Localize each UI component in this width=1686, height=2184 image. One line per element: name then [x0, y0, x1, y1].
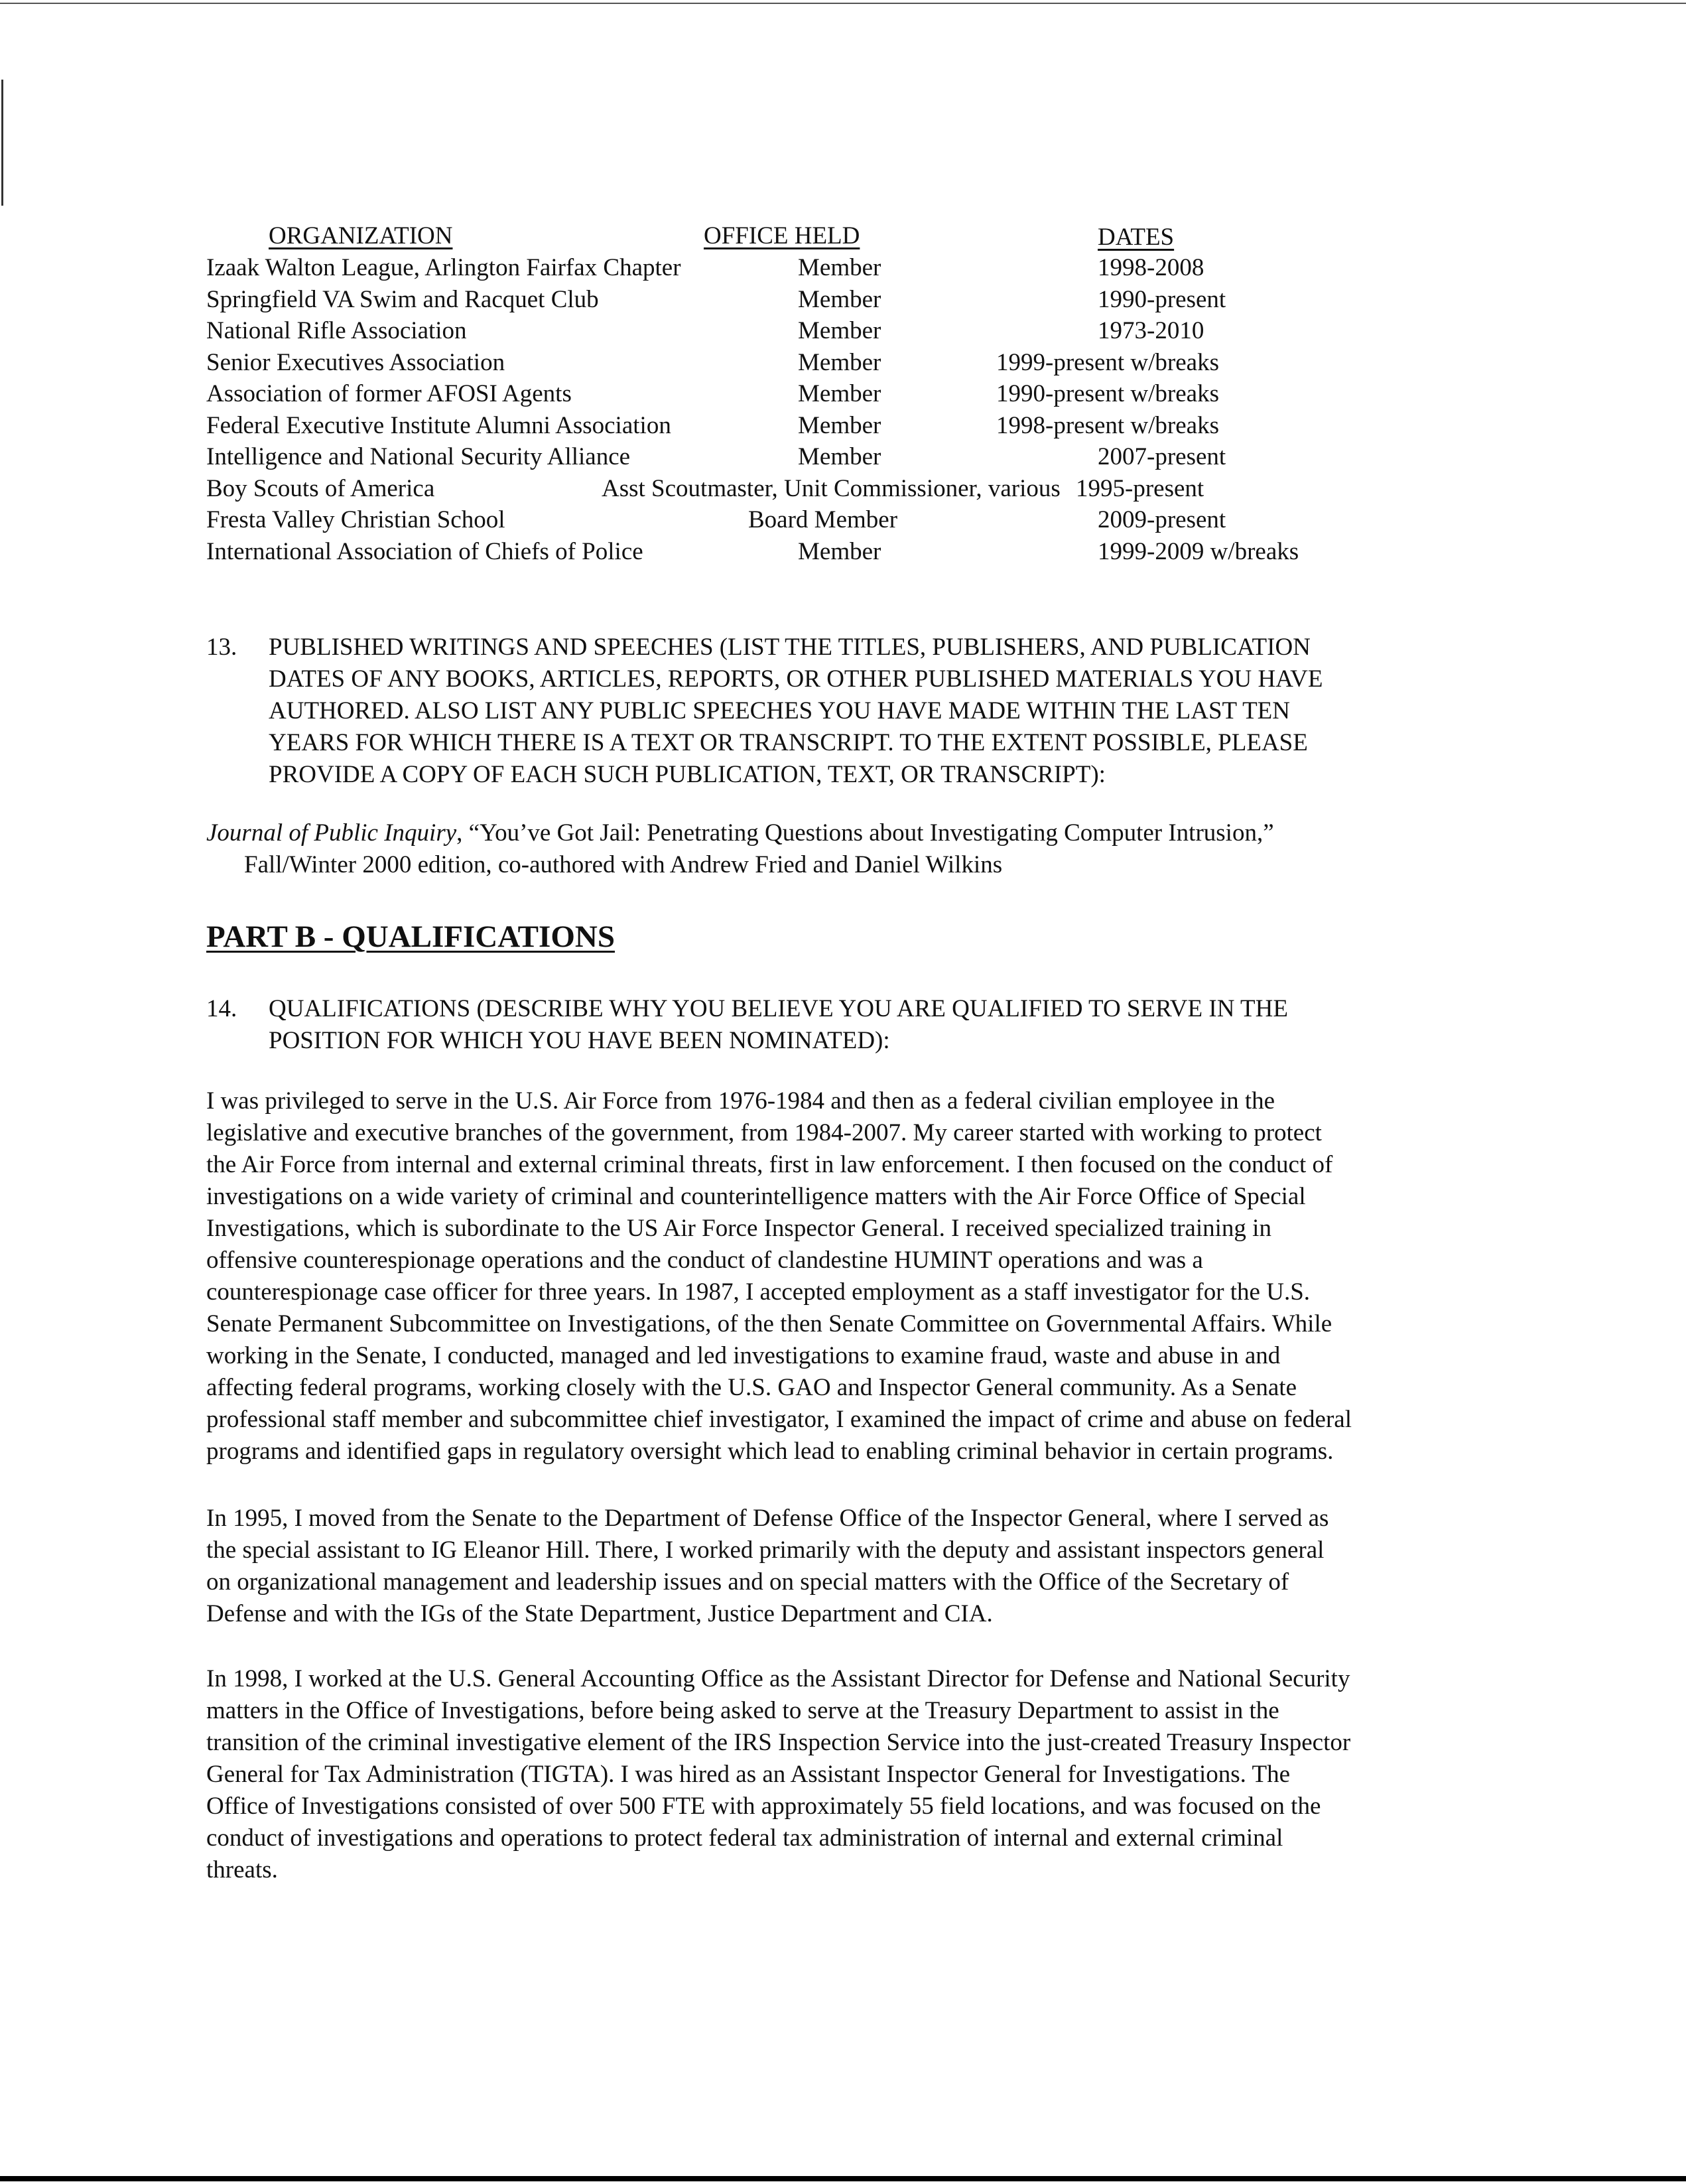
table-cell-office: Member: [798, 254, 881, 281]
paragraph-line: Investigations, which is subordinate to the US Air Force Inspector General. I received specialized training in: [206, 1215, 1271, 1242]
table-cell-dates: 1990-present: [1098, 285, 1226, 313]
paragraph-line: General for Tax Administration (TIGTA). I was hired as an Assistant Inspector General for Investigations. The: [206, 1761, 1290, 1788]
paragraph-line: investigations on a wide variety of criminal and counterintelligence matters with the Air Force Office of Special: [206, 1183, 1306, 1210]
header-office-held: OFFICE HELD: [704, 222, 860, 249]
paragraph-line: transition of the criminal investigative element of the IRS Inspection Service into the just-created Treasury Inspector: [206, 1729, 1351, 1756]
paragraph-line: professional staff member and subcommittee chief investigator, I examined the impact of crime and abuse on federal: [206, 1406, 1352, 1433]
paragraph-line: matters in the Office of Investigations, before being asked to serve at the Treasury Department to assist in the: [206, 1697, 1279, 1724]
paragraph-line: I was privileged to serve in the U.S. Air Force from 1976-1984 and then as a federal civilian employee in the: [206, 1087, 1275, 1115]
table-cell-dates: 1973-2010: [1098, 317, 1204, 344]
paragraph-line: In 1995, I moved from the Senate to the Department of Defense Office of the Inspector General, where I served as: [206, 1505, 1329, 1532]
header-organization: ORGANIZATION: [269, 222, 453, 249]
table-cell-organization: National Rifle Association: [206, 317, 467, 344]
question-line: DATES OF ANY BOOKS, ARTICLES, REPORTS, OR OTHER PUBLISHED MATERIALS YOU HAVE: [269, 665, 1323, 693]
table-cell-organization: Fresta Valley Christian School: [206, 506, 505, 533]
paragraph-line: the Air Force from internal and external criminal threats, first in law enforcement. I then focused on the conduct of: [206, 1151, 1333, 1178]
question-line: QUALIFICATIONS (DESCRIBE WHY YOU BELIEVE YOU ARE QUALIFIED TO SERVE IN THE: [269, 995, 1288, 1022]
table-cell-office: Member: [798, 537, 881, 565]
table-cell-organization: Springfield VA Swim and Racquet Club: [206, 285, 599, 313]
paragraph-line: the special assistant to IG Eleanor Hill. There, I worked primarily with the deputy and assistant inspectors general: [206, 1536, 1325, 1564]
journal-title: Journal of Public Inquiry: [206, 819, 457, 847]
table-cell-dates: 1999-present w/breaks: [996, 348, 1219, 376]
table-cell-dates: 1999-2009 w/breaks: [1098, 537, 1299, 565]
article-title: , “You’ve Got Jail: Penetrating Questions about Investigating Computer Intrusion,”: [456, 819, 1274, 847]
paragraph-line: In 1998, I worked at the U.S. General Accounting Office as the Assistant Director for Defense and National Security: [206, 1665, 1350, 1692]
paragraph-line: Office of Investigations consisted of over 500 FTE with approximately 55 field locations, and was focused on the: [206, 1793, 1321, 1820]
table-cell-organization: Senior Executives Association: [206, 348, 505, 376]
table-cell-dates: 2007-present: [1098, 443, 1226, 470]
qualifications-paragraph-3: [206, 1663, 1350, 1886]
table-cell-organization: Intelligence and National Security Alliance: [206, 443, 631, 470]
publication-details: Fall/Winter 2000 edition, co-authored with Andrew Fried and Daniel Wilkins: [244, 851, 1003, 878]
qualifications-paragraph-1: [206, 1085, 1352, 1467]
paragraph-line: affecting federal programs, working closely with the U.S. GAO and Inspector General community. As a Senate: [206, 1374, 1297, 1401]
publication-citation: [206, 817, 1274, 881]
table-cell-dates: 1995-present: [1076, 474, 1204, 502]
table-cell-dates: 1990-present w/breaks: [996, 380, 1219, 407]
paragraph-line: on organizational management and leadership issues and on special matters with the Office of the Secretary of: [206, 1568, 1289, 1596]
table-cell-office: Board Member: [748, 506, 898, 533]
item-13-question: [269, 632, 1323, 791]
paragraph-line: threats.: [206, 1856, 278, 1883]
question-line: POSITION FOR WHICH YOU HAVE BEEN NOMINATED):: [269, 1027, 890, 1054]
table-cell-organization: Association of former AFOSI Agents: [206, 380, 572, 407]
table-cell-office: Member: [798, 380, 881, 407]
table-cell-organization: International Association of Chiefs of Police: [206, 537, 643, 565]
paragraph-line: working in the Senate, I conducted, managed and led investigations to examine fraud, waste and abuse in and: [206, 1342, 1281, 1369]
table-cell-office: Member: [798, 348, 881, 376]
table-cell-office: Member: [798, 443, 881, 470]
paragraph-line: legislative and executive branches of the government, from 1984-2007. My career started with working to protect: [206, 1119, 1322, 1146]
scan-left-mark: [1, 80, 3, 206]
question-line: YEARS FOR WHICH THERE IS A TEXT OR TRANSCRIPT. TO THE EXTENT POSSIBLE, PLEASE: [269, 729, 1308, 756]
part-b-heading: PART B - QUALIFICATIONS: [206, 920, 615, 954]
table-cell-office: Member: [798, 285, 881, 313]
table-cell-organization: Boy Scouts of America: [206, 474, 435, 502]
table-cell-office: Member: [798, 317, 881, 344]
header-dates: DATES: [1098, 224, 1175, 251]
paragraph-line: programs and identified gaps in regulatory oversight which lead to enabling criminal behavior in certain programs.: [206, 1438, 1334, 1465]
paragraph-line: conduct of investigations and operations to protect federal tax administration of internal and external criminal: [206, 1824, 1283, 1852]
table-cell-organization: Izaak Walton League, Arlington Fairfax Chapter: [206, 254, 681, 281]
item-13-number: 13.: [206, 634, 237, 661]
question-line: AUTHORED. ALSO LIST ANY PUBLIC SPEECHES YOU HAVE MADE WITHIN THE LAST TEN: [269, 697, 1290, 724]
table-cell-dates: 1998-2008: [1098, 254, 1204, 281]
table-cell-office: Asst Scoutmaster, Unit Commissioner, various: [602, 474, 1061, 502]
paragraph-line: counterespionage case officer for three years. In 1987, I accepted employment as a staff investigator for the U.S.: [206, 1278, 1311, 1306]
paragraph-line: Defense and with the IGs of the State Department, Justice Department and CIA.: [206, 1600, 993, 1627]
scan-top-edge: [0, 3, 1686, 4]
item-14-number: 14.: [206, 995, 237, 1022]
item-14-question: [269, 993, 1288, 1057]
qualifications-paragraph-2: [206, 1503, 1329, 1630]
table-cell-office: Member: [798, 411, 881, 439]
table-cell-organization: Federal Executive Institute Alumni Association: [206, 411, 671, 439]
table-cell-dates: 2009-present: [1098, 506, 1226, 533]
paragraph-line: offensive counterespionage operations and the conduct of clandestine HUMINT operations and was a: [206, 1247, 1203, 1274]
question-line: PUBLISHED WRITINGS AND SPEECHES (LIST THE TITLES, PUBLISHERS, AND PUBLICATION: [269, 634, 1311, 661]
table-cell-dates: 1998-present w/breaks: [996, 411, 1219, 439]
scan-bottom-edge: [0, 2176, 1686, 2181]
paragraph-line: Senate Permanent Subcommittee on Investigations, of the then Senate Committee on Governmental Affairs. While: [206, 1310, 1332, 1337]
question-line: PROVIDE A COPY OF EACH SUCH PUBLICATION, TEXT, OR TRANSCRIPT):: [269, 761, 1106, 788]
